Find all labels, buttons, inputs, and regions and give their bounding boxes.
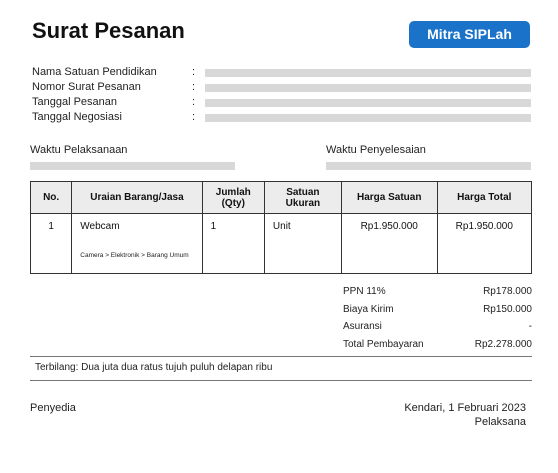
- page-title: Surat Pesanan: [32, 18, 185, 43]
- item-name: Webcam: [80, 221, 120, 232]
- meta-row-order-number: [32, 80, 532, 95]
- summary-value: -: [528, 321, 532, 332]
- summary-row-insurance: [343, 320, 532, 338]
- items-table: [30, 181, 532, 274]
- column-header-no: No.: [31, 182, 72, 214]
- redacted-value: [205, 84, 531, 92]
- column-header-unit: Satuan Ukuran: [264, 182, 341, 214]
- item-category: Camera > Elektronik > Barang Umum: [80, 252, 189, 259]
- summary-label: Biaya Kirim: [343, 303, 394, 315]
- meta-label: Tanggal Negosiasi: [32, 111, 122, 123]
- meta-row-negotiation-date: [32, 110, 532, 125]
- meta-row-order-date: [32, 95, 532, 110]
- meta-colon: :: [192, 111, 196, 123]
- payment-summary: [343, 285, 532, 355]
- summary-row-shipping: [343, 303, 532, 321]
- meta-row-school: [32, 65, 532, 80]
- cell-no: 1: [31, 214, 72, 274]
- redacted-value: [205, 69, 531, 77]
- provider-label: Penyedia: [30, 402, 76, 414]
- place-date: Kendari, 1 Februari 2023: [404, 402, 526, 414]
- redacted-value: [326, 162, 531, 170]
- column-header-item: Uraian Barang/Jasa: [72, 182, 202, 214]
- table-row: [31, 214, 532, 274]
- summary-row-tax: [343, 285, 532, 303]
- column-header-qty: Jumlah (Qty): [202, 182, 264, 214]
- summary-label: PPN 11%: [343, 286, 386, 297]
- cell-item: [72, 214, 202, 274]
- redacted-value: [205, 99, 531, 107]
- divider: [30, 356, 532, 357]
- summary-value: Rp150.000: [483, 303, 532, 315]
- summary-label: Asuransi: [343, 321, 382, 332]
- meta-label: Tanggal Pesanan: [32, 96, 118, 108]
- meta-label: Nomor Surat Pesanan: [32, 81, 141, 93]
- completion-time-label: Waktu Penyelesaian: [326, 144, 426, 156]
- column-header-unit-price: Harga Satuan: [341, 182, 437, 214]
- column-header-total-price: Harga Total: [437, 182, 531, 214]
- meta-colon: :: [192, 96, 196, 108]
- cell-total-price: Rp1.950.000: [437, 214, 531, 274]
- summary-value: Rp178.000: [483, 286, 532, 297]
- amount-in-words: Terbilang: Dua juta dua ratus tujuh puluh delapan ribu: [35, 362, 273, 373]
- redacted-value: [205, 114, 531, 122]
- table-header-row: [31, 182, 532, 214]
- summary-label: Total Pembayaran: [343, 338, 424, 350]
- brand-badge: Mitra SIPLah: [409, 21, 530, 48]
- execution-time-label: Waktu Pelaksanaan: [30, 144, 128, 156]
- summary-row-total: [343, 338, 532, 356]
- summary-value: Rp2.278.000: [474, 338, 532, 350]
- meta-label: Nama Satuan Pendidikan: [32, 66, 157, 78]
- meta-colon: :: [192, 66, 196, 78]
- order-meta: [32, 65, 532, 125]
- cell-unit: Unit: [264, 214, 341, 274]
- divider: [30, 380, 532, 381]
- redacted-value: [30, 162, 235, 170]
- signer-label: Pelaksana: [474, 416, 526, 428]
- cell-qty: 1: [202, 214, 264, 274]
- meta-colon: :: [192, 81, 196, 93]
- cell-unit-price: Rp1.950.000: [341, 214, 437, 274]
